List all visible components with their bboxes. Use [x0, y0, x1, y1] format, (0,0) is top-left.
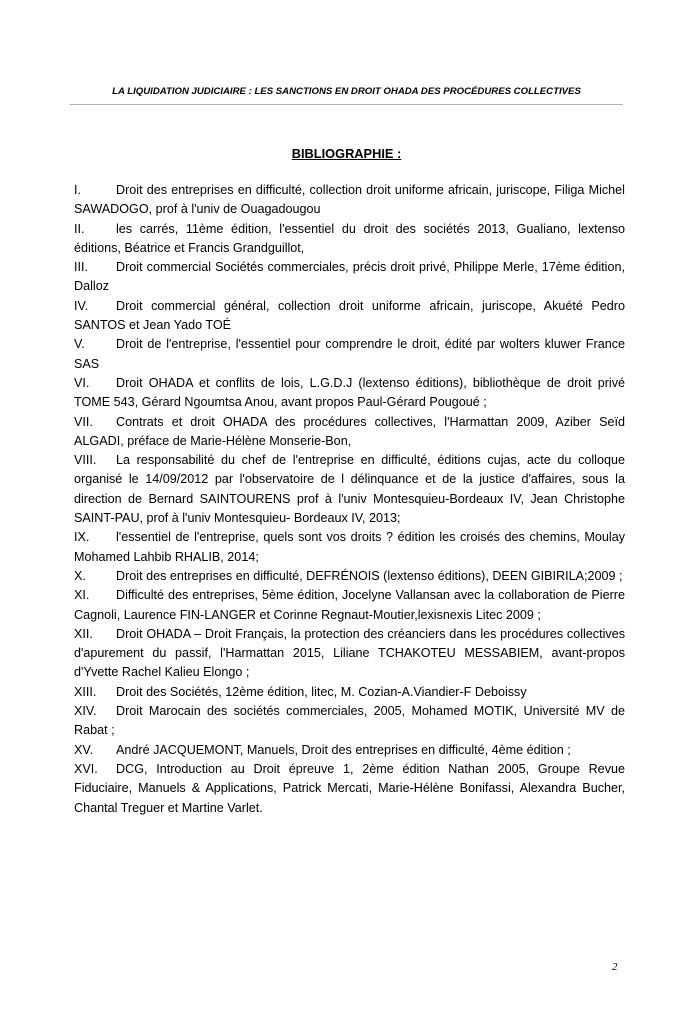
entry-text: Droit OHADA et conflits de lois, L.G.D.J (lextenso éditions), bibliothèque de droit privé TOME 543, Gérard Ngoumtsa Anou, avant propos Paul-Gérard Pougoué ; — [74, 375, 625, 410]
bibliography-entry — [74, 181, 625, 220]
running-header: LA LIQUIDATION JUDICIAIRE : LES SANCTIONS EN DROIT OHADA DES PROCÉDURES COLLECTIVES — [112, 86, 581, 97]
bibliography-entry — [74, 702, 625, 741]
entry-text: Droit OHADA – Droit Français, la protection des créanciers dans les procédures collectives d'apurement du passif, l'Harmattan 2015, Liliane TCHAKOTEU MESSABIEM, avant-propos d'Yvette Rachel Kalieu Elongo ; — [74, 626, 625, 680]
bibliography-entry — [74, 625, 625, 683]
entry-number: X. — [74, 568, 86, 583]
entry-text: Droit commercial Sociétés commerciales, précis droit privé, Philippe Merle, 17ème édition, Dalloz — [74, 260, 625, 294]
entry-number: VII. — [74, 414, 93, 429]
entry-number: IX. — [74, 530, 90, 545]
entry-text: Difficulté des entreprises, 5ème édition, Jocelyne Vallansan avec la collaboration de Pierre Cagnoli, Laurence FIN-LANGER et Corinne Regnaut-Moutier,lexisnexis Litec 2009 ; — [74, 588, 625, 622]
bibliography-entry — [74, 220, 625, 259]
page-title: BIBLIOGRAPHIE : — [291, 146, 402, 161]
bibliography-entry — [74, 683, 625, 702]
entry-text: Contrats et droit OHADA des procédures collectives, l'Harmattan 2009, Aziber Seïd ALGADI, préface de Marie-Hélène Monserie-Bon, — [74, 414, 625, 448]
bibliography-entry — [74, 741, 625, 760]
bibliography-entry — [74, 413, 625, 452]
entry-text: Droit des Sociétés, 12ème édition, litec, M. Cozian-A.Viandier-F Deboissy — [116, 684, 527, 699]
entry-text: Droit des entreprises en difficulté, collection droit uniforme africain, juriscope, Filiga Michel SAWADOGO, prof à l'univ de Ouagadougou — [74, 183, 625, 217]
entry-number: XIII. — [74, 684, 97, 699]
page-number: 2 — [612, 961, 618, 973]
entry-number: I. — [74, 183, 81, 197]
entry-number: V. — [74, 337, 85, 352]
bibliography-entry — [74, 760, 625, 818]
entry-number: XV. — [74, 742, 94, 757]
bibliography-entry — [74, 451, 625, 528]
entry-number: XI. — [74, 588, 90, 603]
bibliography-entry — [74, 374, 625, 413]
entry-text: Droit de l'entreprise, l'essentiel pour comprendre le droit, édité par wolters kluwer France SAS — [74, 337, 625, 371]
entry-text: Droit Marocain des sociétés commerciales, 2005, Mohamed MOTIK, Université MV de Rabat ; — [74, 704, 625, 738]
entry-number: IV. — [74, 298, 89, 313]
entry-number: II. — [74, 221, 85, 236]
entry-text: les carrés, 11ème édition, l'essentiel du droit des sociétés 2013, Gualiano, lextenso éditions, Béatrice et Francis Grandguillot, — [74, 221, 625, 255]
bibliography-list — [74, 181, 625, 818]
bibliography-entry — [74, 297, 625, 336]
entry-text: André JACQUEMONT, Manuels, Droit des entreprises en difficulté, 4ème édition ; — [116, 742, 571, 757]
entry-number: XIV. — [74, 704, 97, 719]
entry-text: DCG, Introduction au Droit épreuve 1, 2ème édition Nathan 2005, Groupe Revue Fiduciaire, Manuels & Applications, Patrick Mercati, Marie-Hélène Bonifassi, Alexandra Bucher, Chantal Treguer et Martine Varlet. — [74, 761, 625, 815]
entry-text: La responsabilité du chef de l'entreprise en difficulté, éditions cujas, acte du colloque organisé le 14/09/2012 par l'observatoire de l délinquance et de la justice d'affaires, sous la direction de Bernard SAINTOURENS prof à l'univ Montesquieu-Bordeaux IV, Jean Christophe SAINT-PAU, prof à l'univ Montesquieu- Bordeaux IV, 2013; — [74, 453, 625, 526]
entry-number: III. — [74, 260, 88, 275]
bibliography-entry — [74, 258, 625, 297]
bibliography-entry — [74, 528, 625, 567]
entry-number: VI. — [74, 375, 90, 390]
entry-text: Droit des entreprises en difficulté, DEFRÉNOIS (lextenso éditions), DEEN GIBIRILA;2009 ; — [116, 568, 623, 583]
bibliography-entry — [74, 586, 625, 625]
entry-text: l'essentiel de l'entreprise, quels sont vos droits ? édition les croisés des chemins, Moulay Mohamed Lahbib RHALIB, 2014; — [74, 530, 625, 564]
bibliography-entry — [74, 567, 625, 586]
entry-number: XVI. — [74, 761, 98, 776]
entry-number: XII. — [74, 626, 93, 641]
entry-number: VIII. — [74, 453, 97, 468]
bibliography-entry — [74, 335, 625, 374]
entry-text: Droit commercial général, collection droit uniforme africain, juriscope, Akuété Pedro SANTOS et Jean Yado TOÉ — [74, 298, 625, 333]
header-divider — [70, 104, 623, 105]
